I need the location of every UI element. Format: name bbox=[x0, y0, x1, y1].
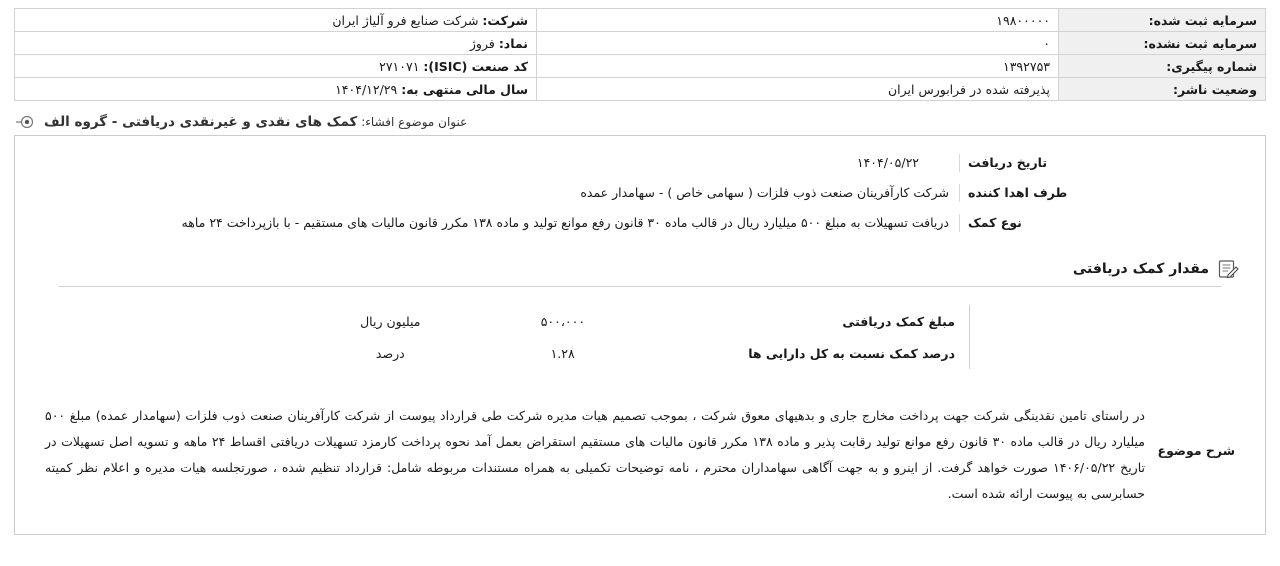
fiscal-year-value: ۱۴۰۴/۱۲/۲۹ bbox=[335, 81, 398, 97]
amounts-table bbox=[310, 305, 970, 369]
table-row bbox=[15, 55, 1266, 78]
isic-cell bbox=[15, 55, 537, 78]
disclosure-title: کمک های نقدی و غیرنقدی دریافتی - گروه الف bbox=[44, 114, 358, 130]
aid-percent-unit: درصد bbox=[375, 345, 405, 361]
registered-capital-label: سرمایه ثبت شده: bbox=[1059, 9, 1266, 32]
aid-amount-value: ۵۰۰،۰۰۰ bbox=[540, 313, 586, 329]
symbol-cell bbox=[15, 32, 537, 55]
aid-type-value: دریافت تسهیلات به مبلغ ۵۰۰ میلیارد ریال در قالب ماده ۳۰ قانون رفع موانع تولید و ماده ۱۳۸ مکرر قانون مالیات های مستقیم - با بازپرداخت ۲۴ ماهه bbox=[181, 215, 949, 230]
description-block bbox=[37, 403, 1243, 507]
fiscal-year-label: سال مالی منتهی به: bbox=[401, 81, 528, 97]
unregistered-capital-label: سرمایه ثبت نشده: bbox=[1059, 32, 1266, 55]
aid-amount-unit: میلیون ریال bbox=[360, 313, 421, 329]
aid-percent-value: ۱.۲۸ bbox=[550, 345, 575, 361]
aid-amount-label: مبلغ کمک دریافتی bbox=[655, 305, 970, 337]
isic-value: ۲۷۱۰۷۱ bbox=[379, 58, 420, 74]
donor-label: طرف اهدا کننده bbox=[959, 184, 1068, 202]
company-name-cell bbox=[15, 9, 537, 32]
disclosure-prefix: عنوان موضوع افشاء: bbox=[361, 115, 468, 129]
receipt-date-label: تاریخ دریافت bbox=[959, 154, 1068, 172]
donor-value: شرکت کارآفرینان صنعت ذوب فلزات ( سهامی خاص ) - سهامدار عمده bbox=[580, 185, 949, 200]
isic-label: کد صنعت (ISIC): bbox=[423, 58, 528, 74]
symbol-label: نماد: bbox=[498, 35, 528, 51]
donor-row bbox=[108, 184, 1068, 202]
company-value: شرکت صنایع فرو آلیاژ ایران bbox=[332, 12, 479, 28]
unregistered-capital-value: ۰ bbox=[537, 32, 1059, 55]
section-divider bbox=[59, 286, 1221, 287]
aid-percent-label: درصد کمک نسبت به کل دارایی ها bbox=[655, 337, 970, 369]
publisher-status-label: وضعیت ناشر: bbox=[1059, 78, 1266, 101]
table-row bbox=[15, 78, 1266, 101]
disclosure-panel bbox=[14, 135, 1266, 535]
amounts-wrapper bbox=[37, 305, 1243, 369]
aid-type-label: نوع کمک bbox=[959, 214, 1068, 232]
symbol-value: فروژ bbox=[469, 35, 495, 51]
pin-icon bbox=[16, 113, 34, 131]
section-title: مقدار کمک دریافتی bbox=[1072, 261, 1209, 277]
publisher-status-value: پذیرفته شده در فرابورس ایران bbox=[537, 78, 1059, 101]
document-icon bbox=[1217, 258, 1239, 280]
company-header-table bbox=[14, 8, 1266, 101]
table-row bbox=[15, 32, 1266, 55]
aid-type-row bbox=[108, 214, 1068, 232]
tracking-number-label: شماره پیگیری: bbox=[1059, 55, 1266, 78]
section-heading bbox=[37, 258, 1243, 280]
fiscal-year-cell bbox=[15, 78, 537, 101]
disclosure-title-block bbox=[44, 114, 467, 130]
description-text: در راستای تامین نقدینگی شرکت جهت پرداخت مخارج جاری و بدهیهای معوق شرکت ، بموجب تصمیم هیات مدیره شرکت طی قرارداد پیوست از شرکت کارآفرینان صنعت ذوب فلزات (سهامدار عمده) مبلغ ۵۰۰ میلیارد ریال در قالب ماده ۳۰ قانون رفع موانع تولید رقابت پذیر و ماده ۱۳۸ مکرر قانون مالیات های مستقیم استقراض بعمل آمد نحوه پرداخت کارمزد تسهیلات دریافتی اقساط ۲۴ ماهه و تسویه اصل تسهیلات در تاریخ ۱۴۰۶/۰۵/۲۲ صورت خواهد گرفت. از اینرو و به جهت آگاهی سهامداران محترم ، نامه توضیحات تکمیلی به همراه مستندات مربوطه شامل: قرارداد تنظیم شده ، صورتجلسه هیات مدیره و اعلام نظر کمیته حسابرسی به پیوست ارائه شده است. bbox=[45, 408, 1145, 501]
company-label: شرکت: bbox=[482, 12, 528, 28]
table-row bbox=[310, 305, 970, 337]
tracking-number-value: ۱۳۹۲۷۵۳ bbox=[537, 55, 1059, 78]
disclosure-title-row bbox=[14, 113, 1266, 131]
receipt-date-value: ۱۴۰۴/۰۵/۲۲ bbox=[856, 155, 919, 170]
info-block bbox=[108, 154, 1068, 232]
receipt-date-row bbox=[108, 154, 1068, 172]
registered-capital-value: ۱۹۸۰۰۰۰۰ bbox=[537, 9, 1059, 32]
table-row bbox=[310, 337, 970, 369]
description-label: شرح موضوع bbox=[1157, 443, 1235, 458]
table-row bbox=[15, 9, 1266, 32]
